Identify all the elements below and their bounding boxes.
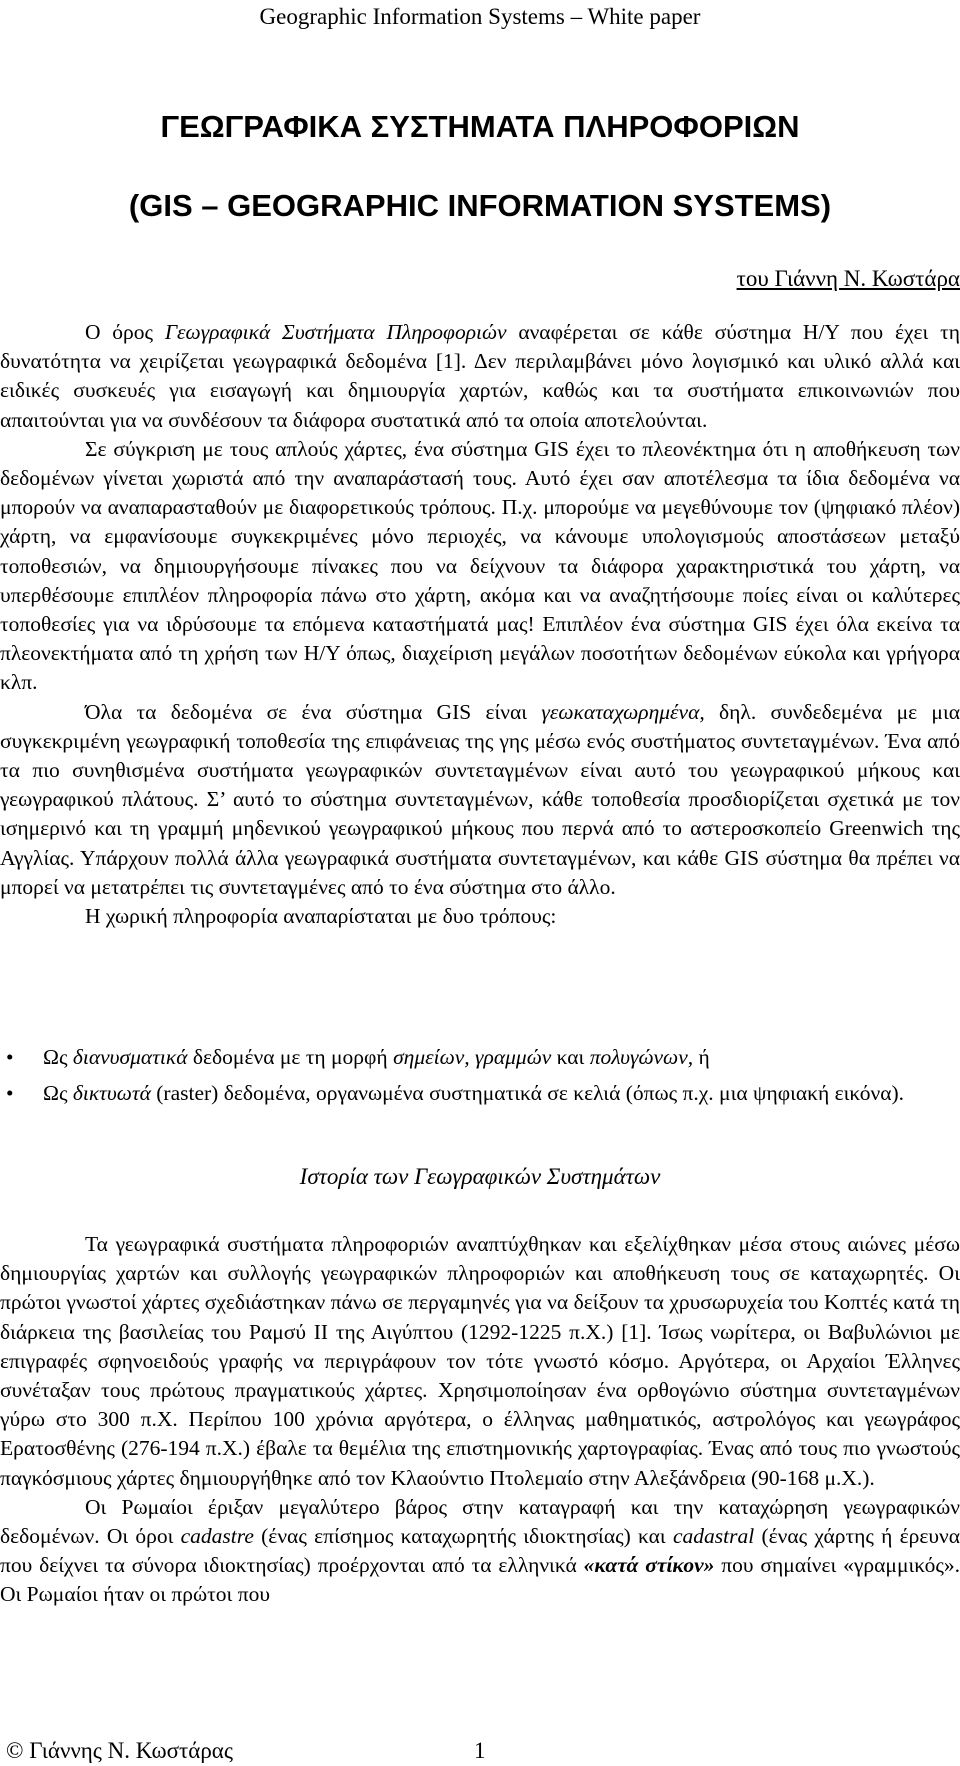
bullet-item-vector: • Ως διανυσματικά δεδομένα με τη μορφή σημείων, γραμμών και πολυγώνων, ή: [0, 1043, 960, 1072]
history-section: [0, 1230, 960, 1610]
bullet-list: [0, 1043, 960, 1108]
bullet-item-raster: • Ως δικτυωτά (raster) δεδομένα, οργανωμένα συστηματικά σε κελιά (όπως π.χ. μια ψηφιακή εικόνα).: [0, 1079, 960, 1108]
author-byline: του Γιάννη Ν. Κωστάρα: [736, 266, 960, 291]
running-header: Geographic Information Systems – White paper: [259, 4, 701, 29]
intro-section: [0, 318, 960, 931]
paragraph-history-2: Οι Ρωμαίοι έριξαν μεγαλύτερο βάρος στην καταγραφή και την καταχώρηση γεωγραφικών δεδομένων. Οι όροι cadastre (ένας επίσημος καταχωρητής ιδιοκτησίας) και cadastral (ένας χάρτης ή έρευνα που δείχνει τα σύνορα ιδιοκτησίας) προέρχονται από τα ελληνικά «κατά στίκον» που σημαίνει «γραμμικός». Οι Ρωμαίοι ήταν οι πρώτοι που: [0, 1494, 960, 1607]
paragraph-intro-4: Η χωρική πληροφορία αναπαρίσταται με δυο τρόπους:: [85, 904, 557, 929]
page-number: 1: [474, 1738, 486, 1763]
paragraph-intro-2: Σε σύγκριση με τους απλούς χάρτες, ένα σύστημα GIS έχει το πλεονέκτημα ότι η αποθήκευση των δεδομένων γίνεται χωριστά από την αναπαράστασή τους. Αυτό έχει σαν αποτέλεσμα τα ίδια δεδομένα να μπορούν να αναπαρασταθούν με διαφορετικούς τρόπους. Π.χ. μπορούμε να μεγεθύνουμε τον (ψηφιακό πλέον) χάρτη, να εμφανίσουμε συγκεκριμένες μόνο περιοχές, να κάνουμε υπολογισμούς αποστάσεων μεταξύ τοποθεσιών, να δημιουργήσουμε πίνακες που να δείχνουν τα διάφορα χαρακτηριστικά του χάρτη, να υπερθέσουμε επιπλέον πληροφορία πάνω στο χάρτη, ακόμα και να αναζητήσουμε ποίες είναι οι καλύτερες τοποθεσίες για να ιδρύσουμε τα επόμενα καταστήματά μας! Επιπλέον ένα σύστημα GIS έχει όλα εκείνα τα πλεονεκτήματα από τη χρήση των Η/Υ όπως, διαχείριση μεγάλων ποσοτήτων δεδομένων εύκολα και γρήγορα κλπ.: [0, 436, 960, 695]
title-line-2: (GIS – GEOGRAPHIC INFORMATION SYSTEMS): [128, 188, 832, 223]
bullet-icon: •: [6, 1081, 14, 1106]
section-heading-history: Ιστορία των Γεωγραφικών Συστημάτων: [299, 1164, 661, 1189]
paragraph-intro-3: Όλα τα δεδομένα σε ένα σύστημα GIS είναι γεωκαταχωρημένα, δηλ. συνδεδεμένα με μια συγκεκριμένη γεωγραφική τοποθεσία της επιφάνειας της γης μέσω ενός συστήματος συντεταγμένων. Ένα από τα πιο συνηθισμένα συστήματα γεωγραφικών συντεταγμένων είναι αυτό του γεωγραφικού μήκους και γεωγραφικού πλάτους. Σ’ αυτό το σύστημα συντεταγμένων, κάθε τοποθεσία προσδιορίζεται σχετικά με τον ισημερινό και τη γραμμή μηδενικού γεωγραφικού μήκους που περνά από το αστεροσκοπείο Greenwich της Αγγλίας. Υπάρχουν πολλά άλλα γεωγραφικά συστήματα συντεταγμένων, και κάθε GIS σύστημα θα πρέπει να μπορεί να μετατρέπει τις συντεταγμένες από το ένα σύστημα στο άλλο.: [0, 699, 960, 899]
bullet-icon: •: [6, 1045, 14, 1069]
title-line-1: ΓΕΩΓΡΑΦΙΚΑ ΣΥΣΤΗΜΑΤΑ ΠΛΗΡΟΦΟΡΙΩΝ: [160, 109, 800, 144]
footer-author: © Γιάννης Ν. Κωστάρας: [6, 1738, 233, 1763]
paragraph-intro-1: Ο όρος Γεωγραφικά Συστήματα Πληροφοριών αναφέρεται σε κάθε σύστημα Η/Υ που έχει τη δυνατότητα να χειρίζεται γεωγραφικά δεδομένα [1]. Δεν περιλαμβάνει μόνο λογισμικό και υλικό αλλά και ειδικές συσκευές για εισαγωγή και δημιουργία χαρτών, καθώς και τα συστήματα επικοινωνιών που απαιτούνται για να συνδέσουν τα διάφορα συστατικά από τα οποία αποτελούνται.: [0, 320, 960, 432]
paragraph-history-1: Τα γεωγραφικά συστήματα πληροφοριών αναπτύχθηκαν και εξελίχθηκαν μέσα στους αιώνες μέσω δημιουργίας χαρτών και συλλογής γεωγραφικών πληροφοριών και αποθήκευση τους σε καταχωρητές. Οι πρώτοι γνωστοί χάρτες σχεδιάστηκαν πάνω σε περγαμηνές για να δείξουν τα χρυσωρυχεία του Κοπτές κατά τη διάρκεια της βασιλείας του Ραμσύ ΙΙ της Αιγύπτου (1292-1225 π.Χ.) [1]. Ίσως νωρίτερα, οι Βαβυλώνιοι με επιγραφές σφηνοειδούς γραφής να περιγράφουν τον τότε γνωστό κόσμο. Αργότερα, οι Αρχαίοι Έλληνες συνέταξαν τους πρώτους πραγματικούς χάρτες. Χρησιμοποίησαν ένα ορθογώνιο σύστημα συντεταγμένων γύρω στο 300 π.Χ. Περίπου 100 χρόνια αργότερα, ο έλληνας μαθηματικός, αστρολόγος και γεωγράφος Ερατοσθένης (276-194 π.Χ.) έβαλε τα θεμέλια της επιστημονικής χαρτογραφίας. Ένας από τους πιο γνωστούς παγκόσμιους χάρτες δημιουργήθηκε από τον Κλαούντιο Πτολεμαίο στην Αλεξάνδρεια (90-168 μ.Χ.).: [0, 1232, 960, 1490]
